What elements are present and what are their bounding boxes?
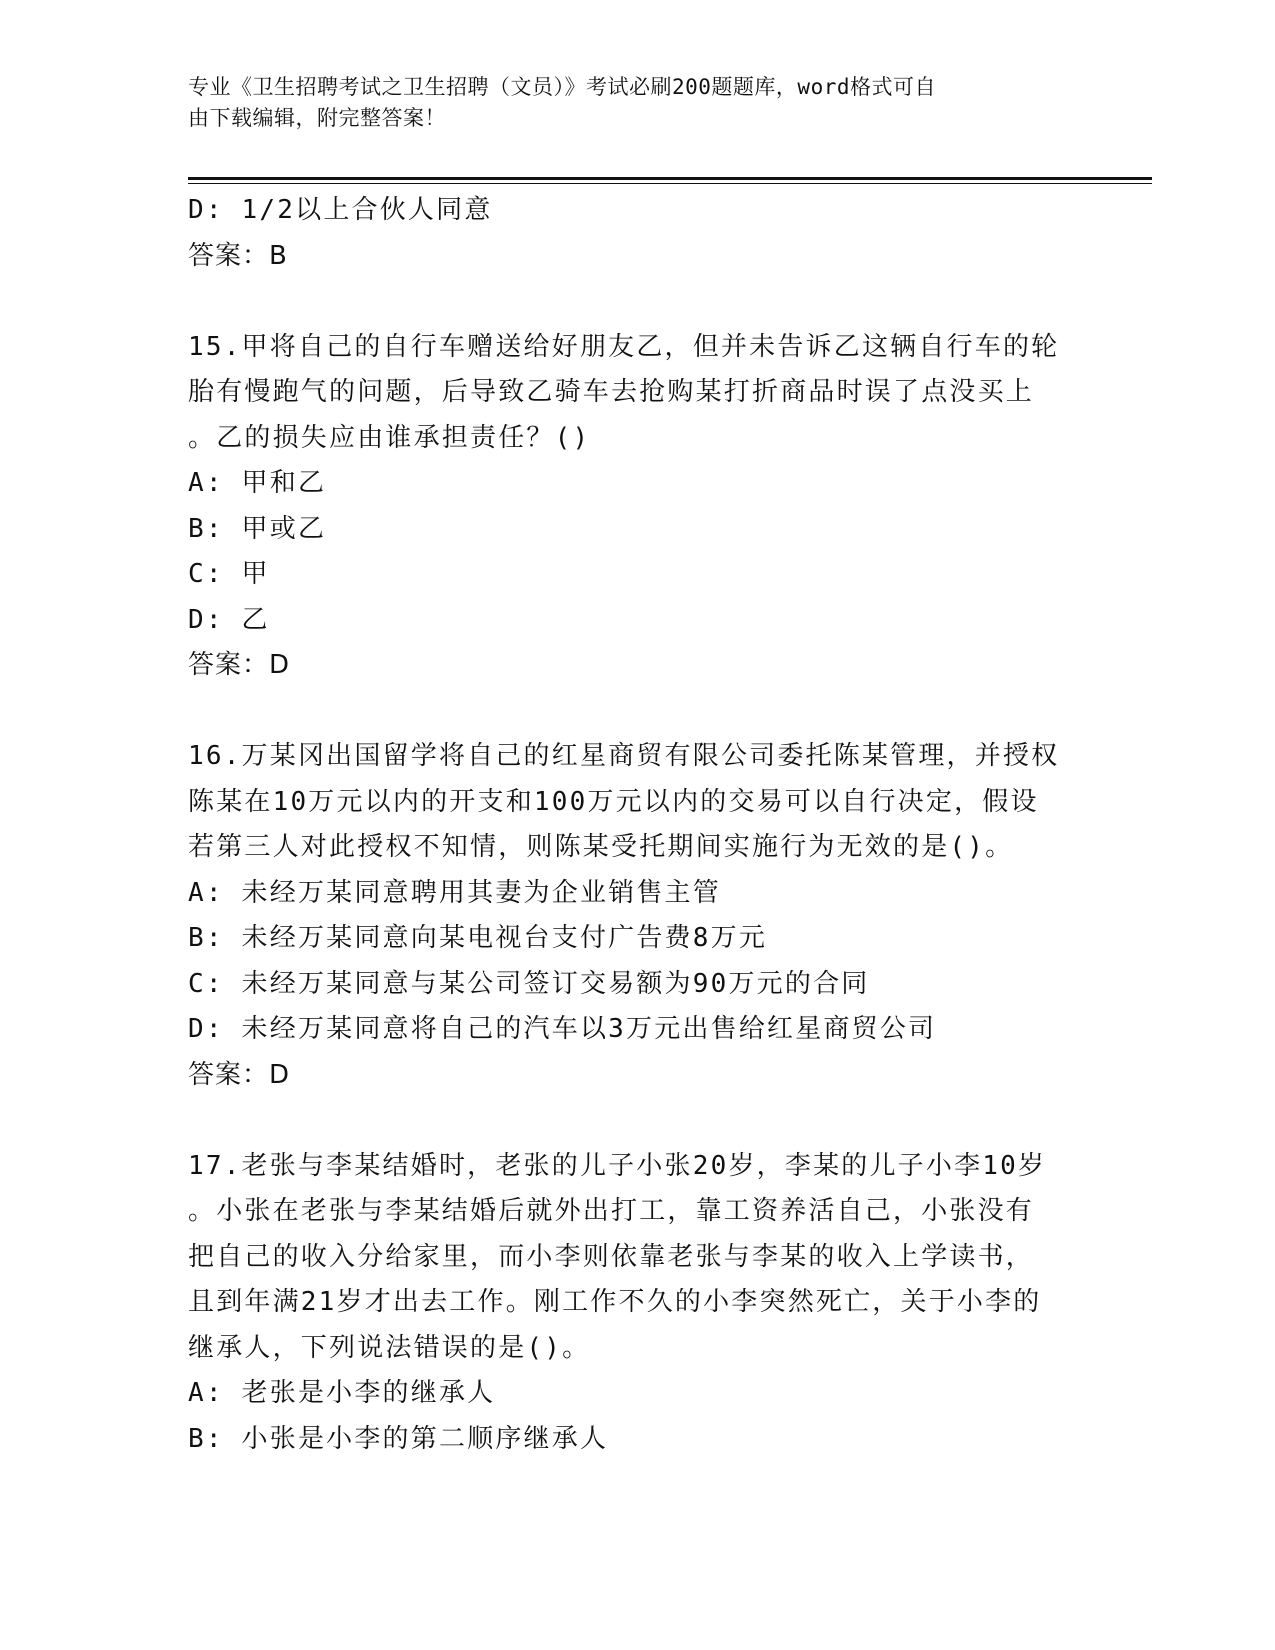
option-b: B: 小张是小李的第二顺序继承人	[188, 1423, 609, 1454]
header-line-2: 由下载编辑，附完整答案！	[188, 106, 446, 130]
previous-question-tail	[188, 188, 1088, 279]
spacer	[188, 279, 1088, 325]
answer-line: 答案：B	[188, 240, 288, 271]
question-stem-line: 。小张在老张与李某结婚后就外出打工，靠工资养活自己，小张没有	[188, 1196, 1035, 1226]
option-d: D: 未经万某同意将自己的汽车以3万元出售给红星商贸公司	[188, 1014, 937, 1044]
question-17	[188, 1144, 1088, 1463]
question-stem-line: 把自己的收入分给家里，而小李则依靠老张与李某的收入上学读书，	[188, 1241, 1035, 1272]
question-content	[188, 188, 1088, 1462]
answer-line: 答案：D	[188, 1059, 291, 1090]
question-15	[188, 325, 1088, 689]
question-stem-line: 16.万某冈出国留学将自己的红星商贸有限公司委托陈某管理，并授权	[188, 741, 1060, 771]
spacer	[188, 1098, 1088, 1144]
option-a: A: 甲和乙	[188, 468, 327, 498]
option-a: A: 未经万某同意聘用其妻为企业销售主管	[188, 877, 721, 908]
answer-line: 答案：D	[188, 650, 291, 680]
question-stem-line: 若第三人对此授权不知情，则陈某受托期间实施行为无效的是()。	[188, 832, 1014, 862]
question-stem-line: 胎有慢跑气的问题，后导致乙骑车去抢购某打折商品时误了点没买上	[188, 377, 1035, 407]
question-stem-line: 。乙的损失应由谁承担责任？()	[188, 422, 591, 453]
question-stem-line: 且到年满21岁才出去工作。刚工作不久的小李突然死亡，关于小李的	[188, 1287, 1042, 1317]
option-c: C: 未经万某同意与某公司签订交易额为90万元的合同	[188, 968, 870, 999]
spacer	[188, 689, 1088, 735]
header-line-1: 专业《卫生招聘考试之卫生招聘（文员）》考试必刷200题题库，word格式可自	[188, 75, 936, 99]
question-stem-line: 17.老张与李某结婚时，老张的儿子小张20岁，李某的儿子小李10岁	[188, 1150, 1047, 1181]
question-stem-line: 15.甲将自己的自行车赠送给好朋友乙，但并未告诉乙这辆自行车的轮	[188, 331, 1060, 362]
header-rule-thick	[188, 177, 1152, 180]
option-b: B: 甲或乙	[188, 513, 327, 544]
question-stem-line: 继承人，下列说法错误的是()。	[188, 1332, 591, 1363]
question-stem-line: 陈某在10万元以内的开支和100万元以内的交易可以自行决定，假设	[188, 786, 1039, 817]
option-d: D: 乙	[188, 604, 270, 635]
document-header	[188, 72, 1068, 134]
header-rule-thin	[188, 183, 1152, 184]
option-b: B: 未经万某同意向某电视台支付广告费8万元	[188, 923, 768, 953]
option-d: D: 1/2以上合伙人同意	[188, 195, 493, 225]
option-c: C: 甲	[188, 559, 270, 589]
question-16	[188, 734, 1088, 1098]
option-a: A: 老张是小李的继承人	[188, 1378, 496, 1408]
